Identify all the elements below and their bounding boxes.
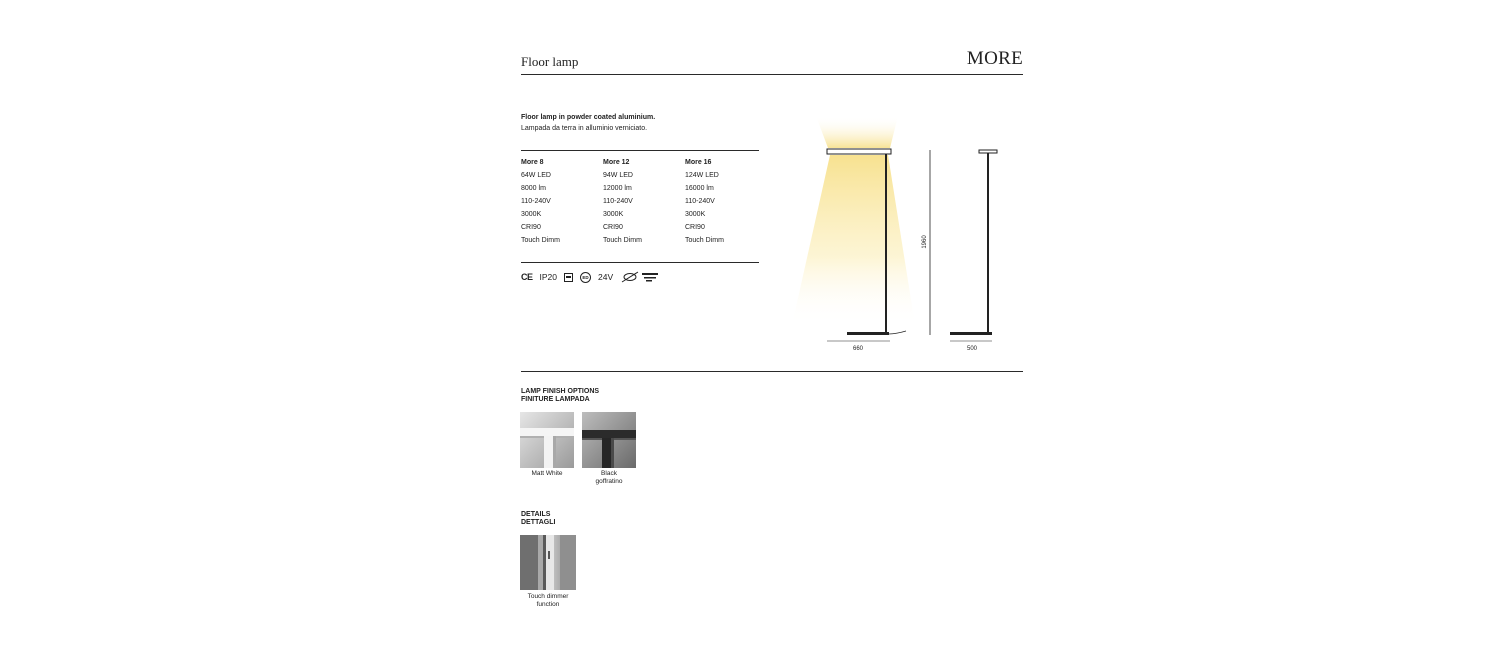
height-label: 1960 <box>922 235 928 249</box>
model-name: More 12 <box>603 159 630 166</box>
voltage-label: 24V <box>598 272 614 282</box>
finish-swatch-black <box>582 412 636 468</box>
specs-bottom-rule <box>521 262 759 263</box>
spec-column-more-8 <box>521 156 560 247</box>
finish-label-black <box>582 470 636 486</box>
spec-value: 110-240V <box>685 198 715 205</box>
front-view <box>792 116 915 352</box>
lamp-head <box>827 149 891 154</box>
spec-value: 8000 lm <box>521 185 546 192</box>
finishes-title <box>521 388 599 404</box>
spec-value: 110-240V <box>603 198 633 205</box>
certifications-row <box>521 270 667 284</box>
light-beam-down <box>792 155 915 325</box>
finish-swatch-matt-white <box>520 412 574 468</box>
spec-column-more-16 <box>685 156 724 247</box>
optics-icon <box>620 271 660 283</box>
description-it: Lampada da terra in alluminio verniciato. <box>521 125 648 132</box>
width-side-label: 500 <box>966 346 978 352</box>
model-name: More 8 <box>521 159 544 166</box>
side-lamp-head <box>979 150 997 153</box>
detail-photo-touch-dimmer <box>520 535 576 590</box>
finish-label-line: goffratino <box>595 478 623 485</box>
spec-value: CRI90 <box>685 224 705 231</box>
detail-label-line: Touch dimmer <box>527 593 569 600</box>
spec-column-more-12 <box>603 156 642 247</box>
details-title-en: DETAILS <box>521 511 551 518</box>
side-view <box>950 150 997 352</box>
details-title-it: DETTAGLI <box>521 519 556 526</box>
spec-value: CRI90 <box>521 224 541 231</box>
technical-drawing <box>780 100 1020 360</box>
finishes-title-it: FINITURE LAMPADA <box>521 396 590 403</box>
lamp-base <box>847 332 889 335</box>
ip-rating: IP20 <box>539 272 558 282</box>
detail-label-touch-dimmer <box>516 593 580 609</box>
finishes-title-en: LAMP FINISH OPTIONS <box>521 388 600 395</box>
model-name: More 16 <box>685 159 712 166</box>
details-title <box>521 511 555 527</box>
spec-value: 110-240V <box>521 198 551 205</box>
section-rule <box>521 371 1023 372</box>
spec-value: 3000K <box>521 211 542 218</box>
product-brand: MORE <box>966 48 1023 69</box>
product-description <box>521 112 655 134</box>
power-cable <box>888 331 906 334</box>
finish-label-matt-white <box>520 470 574 478</box>
spec-value: Touch Dimm <box>603 237 642 244</box>
spec-value: Touch Dimm <box>685 237 724 244</box>
spec-value: 16000 lm <box>685 185 714 192</box>
spec-value: 124W LED <box>685 172 719 179</box>
spec-value: Touch Dimm <box>521 237 560 244</box>
spec-value: 3000K <box>603 211 624 218</box>
spec-value: 64W LED <box>521 172 551 179</box>
side-lamp-base <box>950 332 992 335</box>
spec-value: 94W LED <box>603 172 633 179</box>
product-category: Floor lamp <box>521 54 579 69</box>
light-beam-up <box>816 116 898 148</box>
detail-label-line: function <box>536 601 560 608</box>
class-ii-icon <box>564 273 573 282</box>
width-front-label: 660 <box>852 346 864 352</box>
spec-value: CRI90 <box>603 224 623 231</box>
ed-icon: ED <box>580 272 591 283</box>
height-dimension <box>922 150 930 335</box>
spec-value: 12000 lm <box>603 185 632 192</box>
ce-mark: CE <box>521 272 533 282</box>
spec-value: 3000K <box>685 211 706 218</box>
header-rule <box>521 74 1023 75</box>
specs-top-rule <box>521 150 759 151</box>
description-en: Floor lamp in powder coated aluminium. <box>521 114 656 121</box>
finish-label-line: Matt White <box>531 470 563 477</box>
finish-label-line: Black <box>601 470 617 477</box>
